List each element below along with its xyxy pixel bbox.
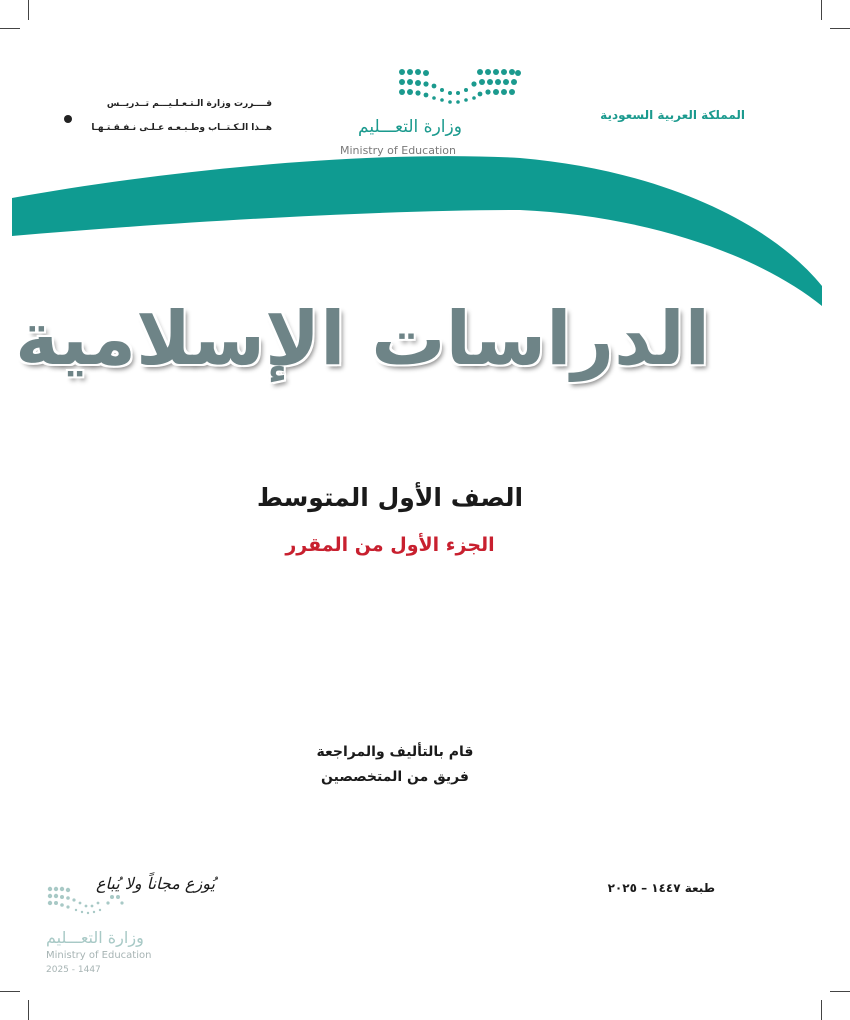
ministry-name-arabic: وزارة التعـــليم: [358, 117, 462, 137]
ministry-name-arabic-small: وزارة التعـــليم: [46, 928, 144, 947]
free-distribution-note: يُوزع مجاناً ولا يُباع: [96, 874, 215, 893]
authors-line1: قام بالتأليف والمراجعة: [316, 744, 474, 760]
approval-statement-line2: هــذا الـكـتــاب وطـبـعـه عـلـى نـفـقـتـهـا: [91, 123, 272, 133]
approval-statement-line1: قــــررت وزارة الـتـعـلـيـــم تــدريــس: [106, 99, 272, 109]
book-part: الجزء الأول من المقرر: [285, 534, 495, 556]
edition-year: طبعة ١٤٤٧ – ٢٠٢٥: [607, 881, 715, 895]
ministry-name-english-small: Ministry of Education: [46, 950, 152, 961]
book-title: الدراسات الإسلامية: [15, 296, 710, 382]
authors-line2: فريق من المتخصصين: [321, 769, 469, 785]
ministry-year-small: 2025 - 1447: [46, 965, 101, 975]
grade-level: الصف الأول المتوسط: [256, 483, 524, 512]
kingdom-name: المملكة العربية السعودية: [600, 108, 745, 122]
ministry-name-english: Ministry of Education: [340, 144, 457, 157]
